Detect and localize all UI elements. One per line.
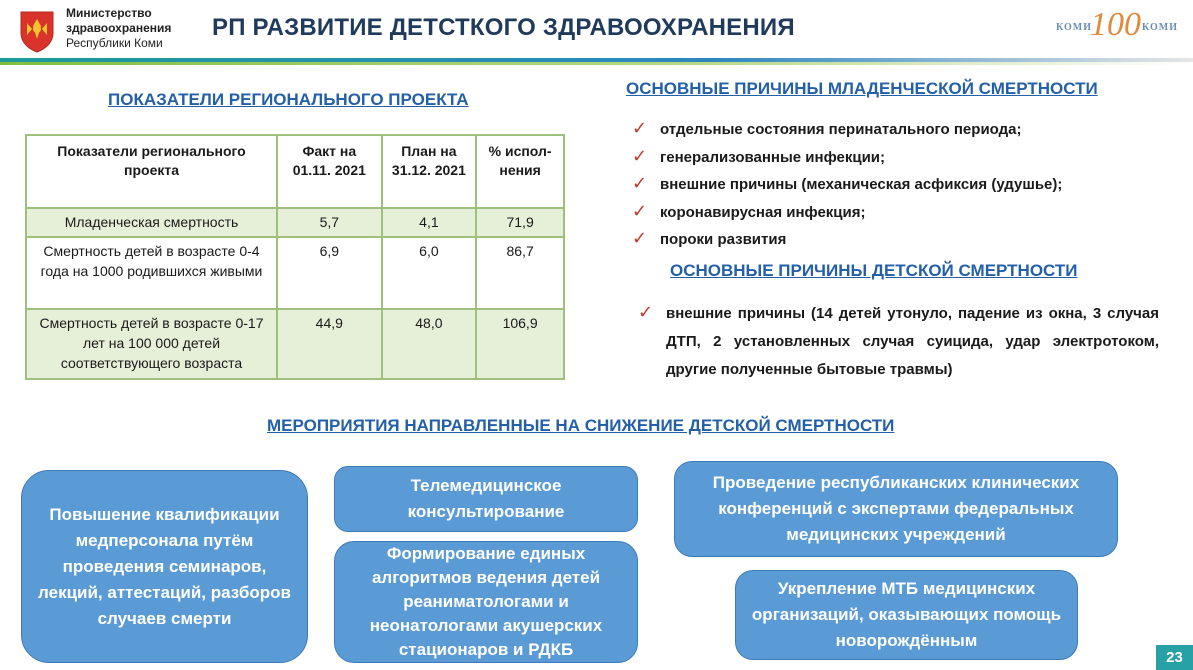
check-icon: ✓ (632, 173, 648, 193)
page-title: РП РАЗВИТИЕ ДЕТСТКОГО ЗДРАВООХРАНЕНИЯ (212, 14, 795, 41)
cell-indicator: Смертность детей в возрасте 0-17 лет на 100 000 детей соответствующего возраста (26, 309, 277, 379)
cell-percent: 86,7 (476, 237, 564, 309)
indicators-table (25, 134, 565, 380)
child-causes-title: ОСНОВНЫЕ ПРИЧИНЫ ДЕТСКОЙ СМЕРТНОСТИ (670, 261, 1078, 280)
list-item (632, 120, 1062, 148)
ministry-line-1: Министерство (66, 6, 152, 20)
logo-number: 100 (1090, 6, 1141, 43)
cause-text: коронавирусная инфекция; (660, 203, 866, 221)
cell-fact: 44,9 (277, 309, 382, 379)
list-item (632, 230, 1062, 258)
komi-100-logo (1052, 8, 1182, 48)
check-icon: ✓ (638, 302, 654, 322)
measures-title: МЕРОПРИЯТИЯ НАПРАВЛЕННЫЕ НА СНИЖЕНИЕ ДЕТСКОЙ СМЕРТНОСТИ (267, 416, 895, 435)
ministry-line-2: здравоохранения (66, 21, 172, 35)
cell-plan: 6,0 (382, 237, 477, 309)
cell-fact: 6,9 (277, 237, 382, 309)
infant-causes-title: ОСНОВНЫЕ ПРИЧИНЫ МЛАДЕНЧЕСКОЙ СМЕРТНОСТИ (626, 79, 1098, 98)
child-causes-text: внешние причины (14 детей утонуло, падение из окна, 3 случая ДТП, 2 установленных случая суицида, удар электротоком, другие полученные бытовые травмы) (666, 305, 1159, 378)
cell-fact: 5,7 (277, 208, 382, 237)
cell-plan: 48,0 (382, 309, 477, 379)
infant-causes-list (632, 120, 1062, 258)
logo-right-text: КОМИ (1142, 22, 1178, 33)
cell-plan: 4,1 (382, 208, 477, 237)
check-icon: ✓ (632, 200, 648, 221)
ministry-line-3: Республики Коми (66, 36, 163, 50)
cause-text: отдельные состояния перинатального периода; (660, 121, 1022, 138)
column-header-indicator: Показатели регионального проекта (26, 135, 277, 208)
list-item (632, 200, 1062, 231)
coat-of-arms-icon (18, 9, 56, 53)
table-row (26, 237, 564, 309)
measure-box-training: Повышение квалификации медперсонала путём проведения семинаров, лекций, аттестаций, разборов случаев смерти (21, 470, 308, 663)
cell-indicator: Младенческая смертность (26, 208, 277, 237)
cell-percent: 106,9 (476, 309, 564, 379)
list-item (632, 145, 1062, 176)
column-header-percent: % испол-нения (476, 135, 564, 208)
column-header-plan: План на 31.12. 2021 (382, 135, 477, 208)
list-item (632, 175, 1062, 203)
column-header-fact: Факт на 01.11. 2021 (277, 135, 382, 208)
cell-indicator: Смертность детей в возрасте 0-4 года на 1000 родившихся живыми (26, 237, 277, 309)
ministry-name (66, 6, 171, 51)
measure-box-mtb: Укрепление МТБ медицинских организаций, оказывающих помощь новорождённым (735, 570, 1078, 660)
measure-box-telemedicine: Телемедицинское консультирование (334, 466, 638, 532)
cause-text: пороки развития (660, 231, 787, 248)
measure-box-conferences: Проведение республиканских клинических конференций с экспертами федеральных медицинских учреждений (674, 461, 1118, 557)
logo-left-text: КОМИ (1056, 22, 1092, 33)
cell-percent: 71,9 (476, 208, 564, 237)
table-row (26, 309, 564, 379)
header-divider-accent (0, 62, 1193, 65)
table-header-row (26, 135, 564, 208)
table-row (26, 208, 564, 237)
check-icon: ✓ (632, 145, 648, 166)
header (0, 0, 1193, 60)
measure-box-algorithms: Формирование единых алгоритмов ведения детей реаниматологами и неонатологами акушерских стационаров и РДКБ (334, 541, 638, 663)
check-icon: ✓ (632, 118, 648, 138)
cause-text: генерализованные инфекции; (660, 148, 886, 166)
page-number: 23 (1156, 645, 1193, 670)
check-icon: ✓ (632, 228, 648, 248)
indicators-title: ПОКАЗАТЕЛИ РЕГИОНАЛЬНОГО ПРОЕКТА (108, 90, 469, 109)
cause-text: внешние причины (механическая асфиксия (удушье); (660, 176, 1063, 193)
